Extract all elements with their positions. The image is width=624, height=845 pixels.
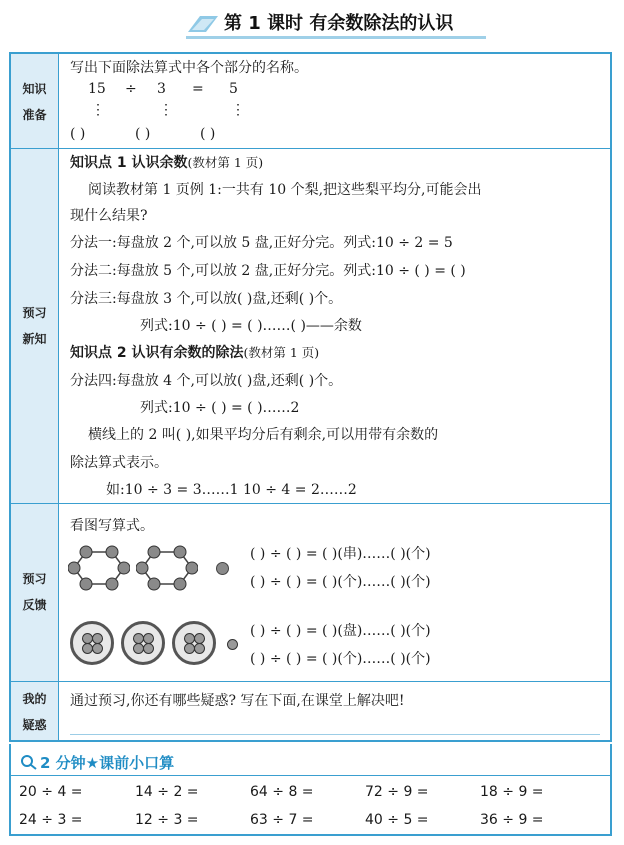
calc-1-1: 20 ÷ 4 = — [19, 784, 83, 800]
writing-line[interactable] — [70, 734, 600, 735]
feedback-row-4: ( ) ÷ ( ) = ( )(个)……( )(个) — [250, 651, 431, 667]
calc-1-2: 14 ÷ 2 = — [135, 784, 199, 800]
feedback-instruction: 看图写算式。 — [70, 518, 154, 534]
feedback-row-3: ( ) ÷ ( ) = ( )(盘)……( )(个) — [250, 623, 431, 639]
method-1: 分法一:每盘放 2 个,可以放 5 盘,正好分完。列式:10 ÷ 2 = 5 — [70, 235, 453, 251]
division-sign: ÷ — [125, 81, 137, 97]
kp1-title: 知识点 1 认识余数 — [70, 155, 188, 171]
answer-blank-1[interactable]: ( ) — [70, 126, 86, 142]
kp2-ref: (教材第 1 页) — [243, 345, 320, 360]
plate-1 — [70, 621, 114, 665]
section-label-preview: 预习 新知 — [22, 306, 47, 346]
book-icon — [186, 12, 220, 34]
calc-2-5: 36 ÷ 9 = — [480, 812, 544, 828]
dividend: 15 — [88, 81, 106, 97]
section-label-feedback: 预习 反馈 — [22, 572, 47, 612]
kp2-title: 知识点 2 认识有余数的除法 — [70, 345, 244, 361]
kp2-heading — [70, 344, 319, 362]
row-divider — [11, 503, 611, 504]
row-divider — [11, 681, 611, 682]
equals-sign: = — [192, 81, 204, 97]
method-4: 分法四:每盘放 4 个,可以放( )盘,还剩( )个。 — [70, 373, 343, 389]
formula-4: 列式:10 ÷ ( ) = ( )……2 — [140, 400, 300, 416]
intro-line-2: 现什么结果? — [70, 208, 148, 224]
leftover-bead — [216, 562, 229, 575]
plate-3 — [172, 621, 216, 665]
column-divider — [58, 54, 59, 740]
intro-line-1: 阅读教材第 1 页例 1:一共有 10 个梨,把这些梨平均分,可能会出 — [88, 182, 482, 198]
page-title: 第 1 课时 有余数除法的认识 — [224, 13, 454, 34]
dots-3: ⋮ — [231, 102, 245, 118]
leftover-bun — [227, 639, 238, 650]
label-column — [11, 54, 58, 740]
title-underline — [186, 36, 486, 39]
kp1-ref: (教材第 1 页) — [187, 155, 264, 170]
dots-2: ⋮ — [159, 102, 173, 118]
example: 如:10 ÷ 3 = 3……1 10 ÷ 4 = 2……2 — [106, 482, 357, 498]
feedback-row-2: ( ) ÷ ( ) = ( )(个)……( )(个) — [250, 574, 431, 590]
method-3: 分法三:每盘放 3 个,可以放( )盘,还剩( )个。 — [70, 291, 343, 307]
row-divider — [11, 148, 611, 149]
section-label-prep: 知识 准备 — [22, 82, 47, 122]
answer-blank-3[interactable]: ( ) — [200, 126, 216, 142]
prep-instruction: 写出下面除法算式中各个部分的名称。 — [70, 60, 308, 76]
explain-line-2: 除法算式表示。 — [70, 455, 168, 471]
calc-1-4: 72 ÷ 9 = — [365, 784, 429, 800]
calc-2-2: 12 ÷ 3 = — [135, 812, 199, 828]
doubts-prompt: 通过预习,你还有哪些疑惑? 写在下面,在课堂上解决吧! — [70, 693, 405, 709]
plate-2 — [121, 621, 165, 665]
divisor: 3 — [157, 81, 166, 97]
bead-string-2 — [136, 545, 198, 591]
calc-2-1: 24 ÷ 3 = — [19, 812, 83, 828]
method-2: 分法二:每盘放 5 个,可以放 2 盘,正好分完。列式:10 ÷ ( ) = ( ) — [70, 263, 466, 279]
calc-2-4: 40 ÷ 5 = — [365, 812, 429, 828]
answer-blank-2[interactable]: ( ) — [135, 126, 151, 142]
quotient: 5 — [229, 81, 238, 97]
page-header — [0, 6, 624, 38]
calc-1-3: 64 ÷ 8 = — [250, 784, 314, 800]
calc-1-5: 18 ÷ 9 = — [480, 784, 544, 800]
formula-3: 列式:10 ÷ ( ) = ( )……( )——余数 — [140, 318, 362, 334]
bead-string-1 — [68, 545, 130, 591]
dots-1: ⋮ — [91, 102, 105, 118]
section-label-doubts: 我的 疑惑 — [22, 692, 47, 732]
magnifier-icon — [20, 754, 38, 770]
calc-2-3: 63 ÷ 7 = — [250, 812, 314, 828]
oral-calc-divider — [11, 775, 611, 776]
kp1-heading — [70, 154, 263, 172]
explain-line-1: 横线上的 2 叫( ),如果平均分后有剩余,可以用带有余数的 — [88, 427, 439, 443]
feedback-row-1: ( ) ÷ ( ) = ( )(串)……( )(个) — [250, 546, 431, 562]
oral-calc-header: 2 分钟★课前小口算 — [40, 754, 175, 772]
